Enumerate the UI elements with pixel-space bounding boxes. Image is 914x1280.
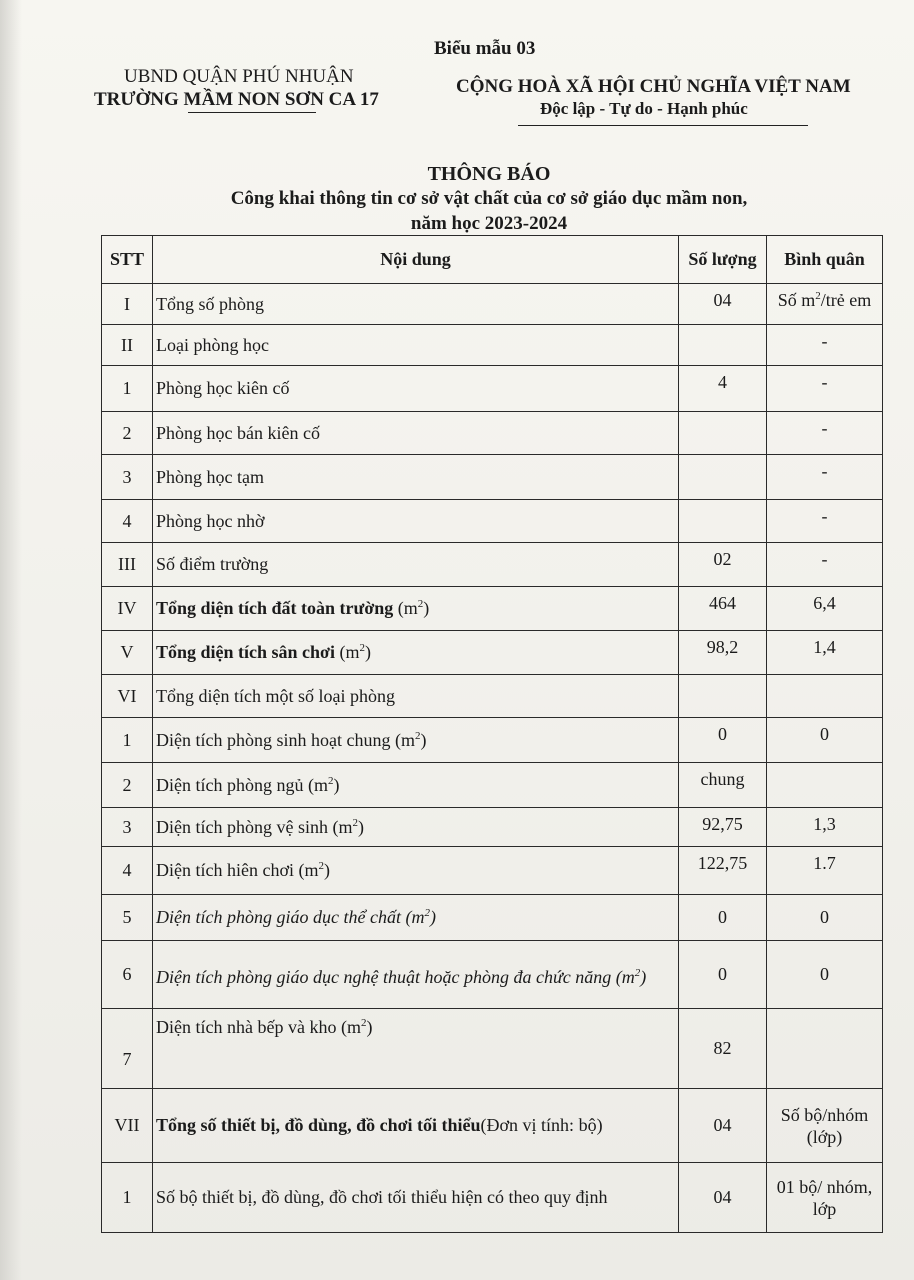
row-average <box>767 763 883 808</box>
row-quantity: 122,75 <box>679 847 767 895</box>
row-stt: 3 <box>102 808 153 847</box>
row-stt: 5 <box>102 895 153 941</box>
row-quantity: 04 <box>679 284 767 325</box>
row-stt: 3 <box>102 455 153 500</box>
school-underline <box>188 112 316 113</box>
row-stt: III <box>102 543 153 587</box>
table-row <box>102 808 883 847</box>
row-stt: VII <box>102 1089 153 1163</box>
row-average: 0 <box>767 895 883 941</box>
row-quantity <box>679 412 767 455</box>
row-content: Diện tích phòng giáo dục nghệ thuật hoặc phòng đa chức năng $(m^2)$ <box>153 941 679 1009</box>
row-average <box>767 675 883 718</box>
row-average: 1,4 <box>767 631 883 675</box>
row-content: Số điểm trường <box>153 543 679 587</box>
row-quantity: chung <box>679 763 767 808</box>
row-average: 01 bộ/ nhóm, lớp <box>767 1163 883 1233</box>
row-content: Diện tích phòng vệ $\sinh (m^2)$ <box>153 808 679 847</box>
row-average: 0 <box>767 941 883 1009</box>
row-quantity <box>679 675 767 718</box>
row-content: Tổng số thiết bị, đồ dùng, đồ chơi tối thiểu(Đơn vị tính: bộ) <box>153 1089 679 1163</box>
row-content: Diện tích nhà bếp và kho $(m^2)$ <box>153 1009 679 1089</box>
row-stt: I <box>102 284 153 325</box>
row-average: 6,4 <box>767 587 883 631</box>
row-average: - <box>767 455 883 500</box>
row-content: Diện tích phòng giáo dục thể chất $(m^2)$ <box>153 895 679 941</box>
table-row <box>102 284 883 325</box>
row-average: 1,3 <box>767 808 883 847</box>
row-content: Diện tích phòng sinh hoạt chung $(m^2)$ <box>153 718 679 763</box>
row-average <box>767 1009 883 1089</box>
header-stt: STT <box>102 236 153 284</box>
row-quantity: 4 <box>679 366 767 412</box>
row-quantity: 464 <box>679 587 767 631</box>
header-average: Bình quân <box>767 236 883 284</box>
table-row <box>102 1163 883 1233</box>
row-quantity: 92,75 <box>679 808 767 847</box>
row-stt: 1 <box>102 1163 153 1233</box>
table-row <box>102 675 883 718</box>
row-content: Tổng diện tích sân chơi $(m^2)$ <box>153 631 679 675</box>
row-average: 0 <box>767 718 883 763</box>
row-average: - <box>767 543 883 587</box>
header-quantity: Số lượng <box>679 236 767 284</box>
table-row <box>102 1009 883 1089</box>
row-quantity: 0 <box>679 718 767 763</box>
row-quantity: 0 <box>679 895 767 941</box>
school-name: TRƯỜNG MẦM NON SƠN CA 17 <box>94 89 379 110</box>
table-row <box>102 500 883 543</box>
row-average: - <box>767 412 883 455</box>
table-row <box>102 763 883 808</box>
row-quantity <box>679 500 767 543</box>
district-committee: UBND QUẬN PHÚ NHUẬN <box>124 66 354 87</box>
table-row <box>102 587 883 631</box>
row-quantity: 98,2 <box>679 631 767 675</box>
document-title: THÔNG BÁO <box>427 163 551 185</box>
row-quantity: 02 <box>679 543 767 587</box>
row-stt: 2 <box>102 763 153 808</box>
national-motto: Độc lập - Tự do - Hạnh phúc <box>540 99 748 118</box>
national-title: CỘNG HOÀ XÃ HỘI CHỦ NGHĨA VIỆT NAM <box>456 76 851 97</box>
row-stt: VI <box>102 675 153 718</box>
row-content: Tổng diện tích một số loại phòng <box>153 675 679 718</box>
row-average: Số $m^2$/trẻ em <box>767 284 883 325</box>
table-row <box>102 455 883 500</box>
table-header-row <box>102 236 883 284</box>
row-average: Số bộ/nhóm (lớp) <box>767 1089 883 1163</box>
row-average: - <box>767 500 883 543</box>
row-content: Diện tích phòng ngủ $(m^2)$ <box>153 763 679 808</box>
header-content: Nội dung <box>153 236 679 284</box>
row-content: Số bộ thiết bị, đồ dùng, đồ chơi tối thiểu hiện có theo quy định <box>153 1163 679 1233</box>
table-row <box>102 366 883 412</box>
row-content: Phòng học nhờ <box>153 500 679 543</box>
row-average: - <box>767 325 883 366</box>
table-row <box>102 895 883 941</box>
row-content: Phòng học tạm <box>153 455 679 500</box>
row-stt: 1 <box>102 366 153 412</box>
row-stt: 1 <box>102 718 153 763</box>
row-content: Phòng học kiên cố <box>153 366 679 412</box>
document-subtitle: Công khai thông tin cơ sở vật chất của cơ sở giáo dục mầm non, <box>230 188 748 209</box>
motto-underline <box>518 125 808 126</box>
school-year: năm học 2023-2024 <box>410 213 568 234</box>
row-stt: IV <box>102 587 153 631</box>
row-stt: 2 <box>102 412 153 455</box>
row-average: - <box>767 366 883 412</box>
form-number: Biểu mẫu 03 <box>434 38 536 59</box>
row-average: 1.7 <box>767 847 883 895</box>
row-quantity: 0 <box>679 941 767 1009</box>
table-row <box>102 631 883 675</box>
row-quantity: 04 <box>679 1163 767 1233</box>
table-row <box>102 718 883 763</box>
row-quantity <box>679 325 767 366</box>
row-stt: 6 <box>102 941 153 1009</box>
table-row <box>102 1089 883 1163</box>
row-quantity: 82 <box>679 1009 767 1089</box>
row-stt: II <box>102 325 153 366</box>
table-row <box>102 325 883 366</box>
row-quantity <box>679 455 767 500</box>
row-stt: 4 <box>102 847 153 895</box>
table-row <box>102 847 883 895</box>
row-content: Tổng số phòng <box>153 284 679 325</box>
facility-table <box>101 235 883 1233</box>
table-row <box>102 543 883 587</box>
row-quantity: 04 <box>679 1089 767 1163</box>
row-content: Phòng học bán kiên cố <box>153 412 679 455</box>
row-stt: V <box>102 631 153 675</box>
row-content: Tổng diện tích đất toàn trường $(m^2)$ <box>153 587 679 631</box>
row-stt: 7 <box>102 1009 153 1089</box>
table-row <box>102 412 883 455</box>
row-content: Loại phòng học <box>153 325 679 366</box>
row-stt: 4 <box>102 500 153 543</box>
row-content: Diện tích hiên chơi $(m^2)$ <box>153 847 679 895</box>
table-row <box>102 941 883 1009</box>
